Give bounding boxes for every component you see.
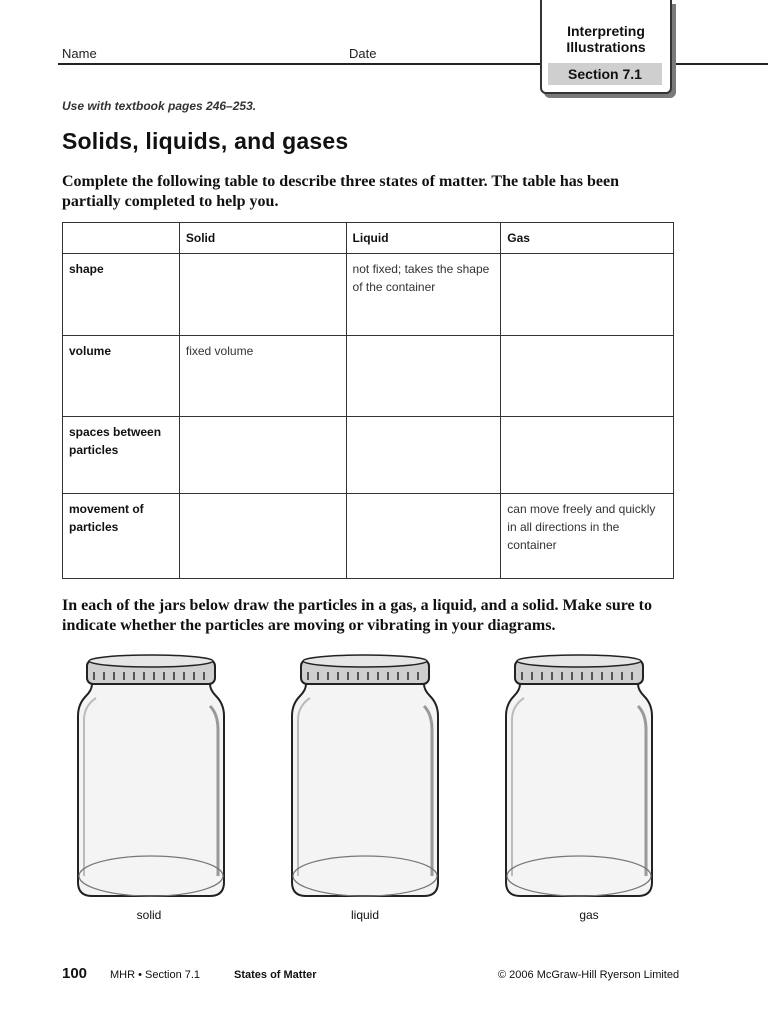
answer-cell[interactable]: fixed volume: [179, 336, 346, 417]
row-label: spaces between particles: [63, 417, 180, 494]
answer-cell[interactable]: not fixed; takes the shape of the container: [346, 254, 501, 336]
jar-label-gas: gas: [579, 908, 599, 922]
footer-copyright: © 2006 McGraw-Hill Ryerson Limited: [498, 969, 680, 981]
jar-liquid[interactable]: [284, 650, 446, 902]
states-of-matter-table: [62, 222, 674, 579]
table-row: [63, 254, 674, 336]
jar-icon: [78, 655, 224, 896]
page-title: Solids, liquids, and gases: [62, 128, 349, 154]
tab-title-line1: Interpreting: [567, 23, 645, 39]
jar-icon: [506, 655, 652, 896]
date-label: Date: [349, 46, 377, 61]
answer-cell[interactable]: [179, 494, 346, 579]
tab-title: [542, 23, 670, 55]
table-row: [63, 417, 674, 494]
table-row: [63, 336, 674, 417]
table-row: [63, 494, 674, 579]
table-instruction: Complete the following table to describe three states of matter. The table has been partially completed to help you.: [62, 173, 619, 210]
section-tab: [540, 0, 672, 94]
use-with-note: Use with textbook pages 246–253.: [62, 99, 257, 113]
answer-cell[interactable]: [179, 254, 346, 336]
answer-cell[interactable]: [501, 254, 674, 336]
jar-label-solid: solid: [136, 908, 162, 922]
footer-chapter: States of Matter: [234, 969, 317, 981]
row-label: volume: [63, 336, 180, 417]
answer-cell[interactable]: [501, 417, 674, 494]
answer-cell[interactable]: [501, 336, 674, 417]
answer-cell[interactable]: [346, 417, 501, 494]
jar-icon: [292, 655, 438, 896]
answer-cell[interactable]: can move freely and quickly in all directions in the container: [501, 494, 674, 579]
table-header-row: [63, 223, 674, 254]
jar-instruction: In each of the jars below draw the particles in a gas, a liquid, and a solid. Make sure to indicate whether the particles are moving or vibrating in your diagrams.: [62, 597, 652, 634]
answer-cell[interactable]: [179, 417, 346, 494]
answer-cell[interactable]: [346, 336, 501, 417]
column-header: Liquid: [346, 223, 501, 254]
tab-title-line2: Illustrations: [566, 39, 646, 55]
column-header: Solid: [179, 223, 346, 254]
row-label: movement of particles: [63, 494, 180, 579]
row-label: shape: [63, 254, 180, 336]
column-header: Gas: [501, 223, 674, 254]
answer-cell[interactable]: [346, 494, 501, 579]
name-label: Name: [62, 46, 97, 61]
jar-gas[interactable]: [498, 650, 660, 902]
tab-section: Section 7.1: [548, 63, 662, 85]
column-header: [63, 223, 180, 254]
jar-label-liquid: liquid: [350, 908, 380, 922]
page-number: 100: [62, 965, 88, 982]
footer-source: MHR • Section 7.1: [110, 969, 201, 981]
jar-solid[interactable]: [70, 650, 232, 902]
